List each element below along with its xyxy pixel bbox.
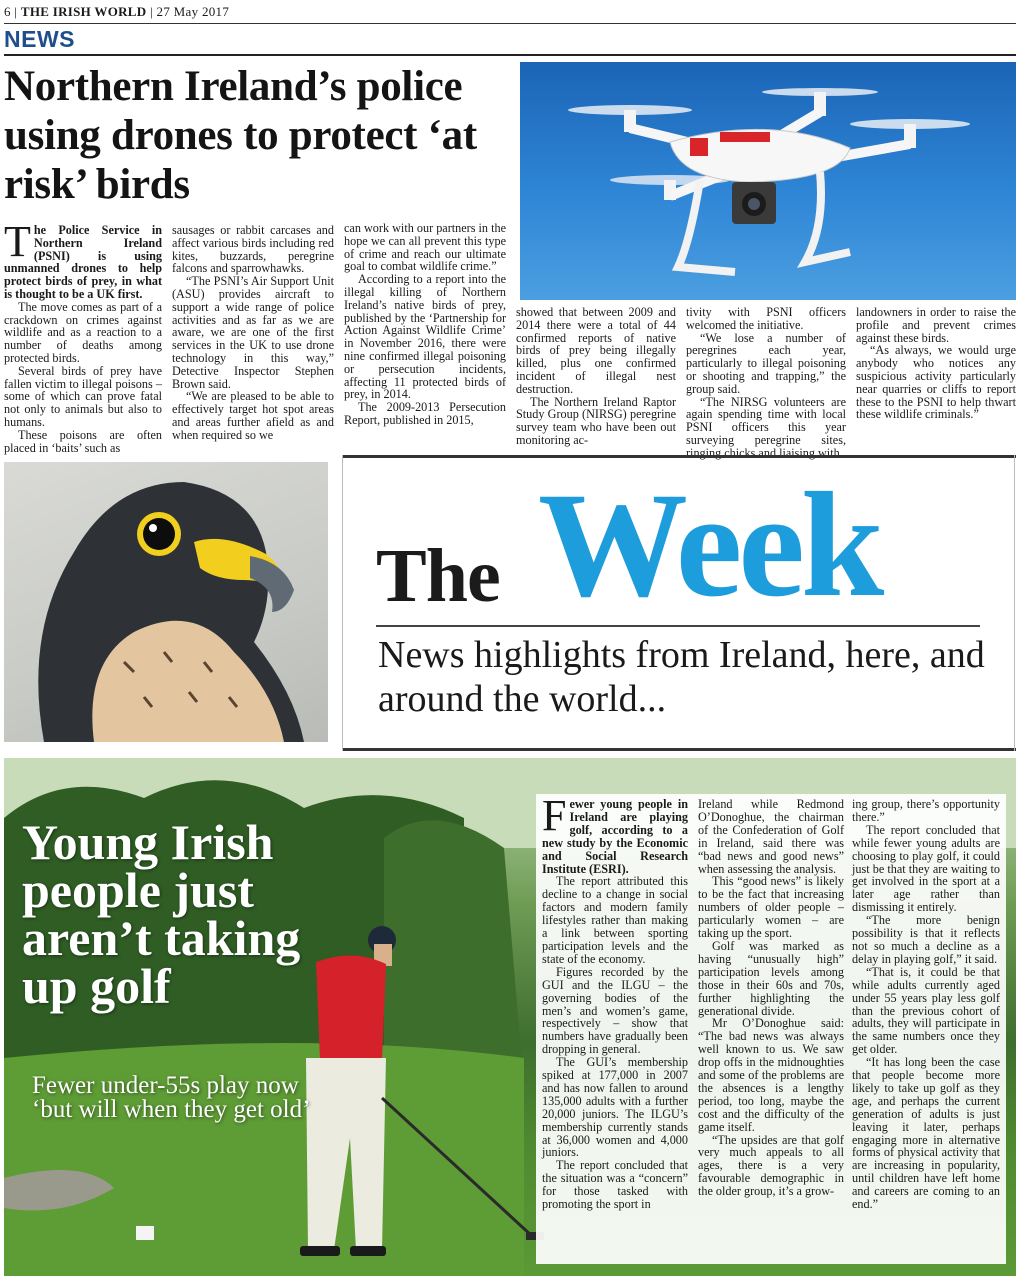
paragraph: These poisons are often placed in ‘baits’ such as xyxy=(4,427,162,455)
drone-column-3 xyxy=(344,222,506,427)
paragraph: ing group, there’s opportunity there.” xyxy=(852,797,1000,824)
the-word: The xyxy=(376,534,500,618)
drone-headline: Northern Ireland’s police using drones to protect ‘at risk’ birds xyxy=(4,63,477,208)
drone-column-5 xyxy=(686,306,846,460)
paragraph: “It has long been the case that people become more likely to take up golf as they age, and perhaps the current generation of adults is just leaving it later, perhaps engaging more in alternative forms of physical activity that are increasing in popularity, until children have left home and careers are coming to an end.” xyxy=(852,1055,1000,1212)
paragraph: sausages or rabbit carcases and affect various birds including red kites, buzzards, peregrine falcons and sparrowhawks. xyxy=(172,223,334,276)
golf-feature xyxy=(4,758,1016,1276)
paragraph: The move comes as part of a crackdown on crimes against wildlife and as a reaction to a number of deaths among protected birds. xyxy=(4,299,162,365)
paragraph: The GUI’s membership spiked at 177,000 in 2007 and has now fallen to around 135,000 adults with a further 20,000 juniors. The ILGU’s membership currently stands at 36,000 women and 4,000 juniors. xyxy=(542,1055,688,1160)
paragraph: Mr O’Donoghue said: “The bad news was always well known to us. We saw drop offs in the midnoughties and some of the problems are the absences is a lengthy period, too long, maybe the cost and the difficulty of the game itself. xyxy=(698,1016,844,1134)
paragraph: This “good news” is likely to be the fact that increasing numbers of older people – particularly women – are taking up the sport. xyxy=(698,874,844,941)
drone-column-6 xyxy=(856,306,1016,421)
masthead-rule xyxy=(4,23,1016,24)
paragraph: According to a report into the illegal killing of Northern Ireland’s native birds of prey, published by the ‘Partnership for Action Against Wildlife Crime’ in November 2016, there were nine confirmed illegal poisoning or persecution incidents, affecting 11 protected birds of prey, in 2014. xyxy=(344,272,506,402)
falcon-photo xyxy=(4,462,328,742)
lead-text: he Police Service in Northern Ireland (PSNI) is using unmanned drones to help protect birds of prey, in what is thought to be a UK first. xyxy=(4,223,162,301)
paragraph: Ireland while Redmond O’Donoghue, the chairman of the Confederation of Golf in Ireland, said there was “bad news and good news” when assessing the analysis. xyxy=(698,797,844,876)
paragraph: “That is, it could be that while adults currently aged under 55 years play less golf than the previous cohort of adults, they will participate in the same numbers once they get older. xyxy=(852,964,1000,1057)
paragraph: tivity with PSNI officers welcomed the initiative. xyxy=(686,305,846,332)
section-rule xyxy=(4,54,1016,56)
drop-cap: F xyxy=(542,791,567,840)
paragraph: landowners in order to raise the profile and prevent crimes against these birds. xyxy=(856,305,1016,345)
paragraph: “We are pleased to be able to effectively target hot spot areas and areas further afield as and when required so we xyxy=(172,389,334,442)
paragraph: “The NIRSG volunteers are again spending time with local PSNI officers this year surveying peregrine sites, ringing chicks and liaising with xyxy=(686,394,846,460)
paragraph: “As always, we would urge anybody who notices any suspicious activity particularly near quarries or cliffs to report these to the PSNI to help thwart these wildlife criminals.” xyxy=(856,343,1016,422)
paragraph: can work with our partners in the hope we can all prevent this type of crime and reach our ultimate goal to combat wildlife crime.” xyxy=(344,221,506,274)
paragraph: The report concluded that the situation was a “concern” for those tasked with promoting the sport in xyxy=(542,1158,688,1212)
paragraph: The Northern Ireland Raptor Study Group (NIRSG) peregrine survey team who have been out monitoring ac- xyxy=(516,394,676,447)
separator: | xyxy=(14,4,18,19)
paragraph: Golf was marked as having “unusually high” participation levels among those in their 60s and 70s, further highlighting the generational divide. xyxy=(698,938,844,1018)
week-word: Week xyxy=(538,462,881,628)
drone-photo xyxy=(520,62,1016,300)
golf-column-1 xyxy=(542,791,688,1212)
paragraph: “The more benign possibility is that it reflects not so much a decline as a delay in playing golf,” it said. xyxy=(852,913,1000,966)
paper-name: THE IRISH WORLD xyxy=(20,4,147,19)
drop-cap: T xyxy=(4,217,31,266)
golf-column-2 xyxy=(698,798,844,1198)
section-label: NEWS xyxy=(4,26,75,52)
golf-column-3 xyxy=(852,798,1000,1211)
paragraph: Figures recorded by the GUI and the ILGU – the governing bodies of the men’s and women’s game, respectively – show that numbers have gradually been dropping in general. xyxy=(542,964,688,1057)
paragraph: showed that between 2009 and 2014 there were a total of 44 confirmed reports of native birds of prey being illegally killed, plus one confirmed incident of illegal nest destruction. xyxy=(516,305,676,396)
paragraph: “The upsides are that golf very much appeals to all ages, there is a very favourable demographic in the older group, it’s a grow- xyxy=(698,1132,844,1199)
falcon-illustration xyxy=(4,462,328,742)
lead-text: ewer young people in Ireland are playing golf, according to a new study by the Economic and Social Research Institute (ESRI). xyxy=(542,797,688,876)
drone-illustration xyxy=(520,62,1016,300)
page-number: 6 xyxy=(4,4,11,19)
drone-column-4 xyxy=(516,306,676,447)
paragraph: The 2009-2013 Persecution Report, published in 2015, xyxy=(344,400,506,427)
week-rule xyxy=(376,625,980,627)
golf-standfirst: Fewer under-55s play now ‘but will when they get old’ xyxy=(32,1072,311,1123)
masthead xyxy=(4,4,229,20)
paragraph: Several birds of prey have fallen victim to illegal poisons – some of which can prove fatal not only to animals but also to humans. xyxy=(4,363,162,429)
separator: | xyxy=(150,4,153,19)
golf-lead xyxy=(542,791,688,876)
paragraph: “The PSNI’s Air Support Unit (ASU) provides aircraft to support a wide range of police activities and as far as we are aware, we are one of the first services in the UK to use drone technology in this way,” Detective Inspector Stephen Brown said. xyxy=(172,274,334,391)
drone-column-1 xyxy=(4,217,162,455)
drone-column-2 xyxy=(172,224,334,442)
paragraph: The report concluded that while fewer young adults are choosing to play golf, it could just be that they are waiting to get involved in the sport at a later age rather than dismissing it entirely. xyxy=(852,822,1000,915)
the-week-box xyxy=(340,455,1016,751)
week-tagline: News highlights from Ireland, here, and around the world... xyxy=(378,634,985,720)
paragraph: The report attributed this decline to a change in social factors and modern family lifestyles rather than making a link between sporting participation levels and the state of the economy. xyxy=(542,874,688,966)
drone-lead xyxy=(4,217,162,301)
paragraph: “We lose a number of peregrines each year, particularly to illegal poisoning or shooting and trapping,” the group said. xyxy=(686,330,846,396)
issue-date: 27 May 2017 xyxy=(156,4,230,19)
golf-headline: Young Irish people just aren’t taking up golf xyxy=(22,814,301,1014)
